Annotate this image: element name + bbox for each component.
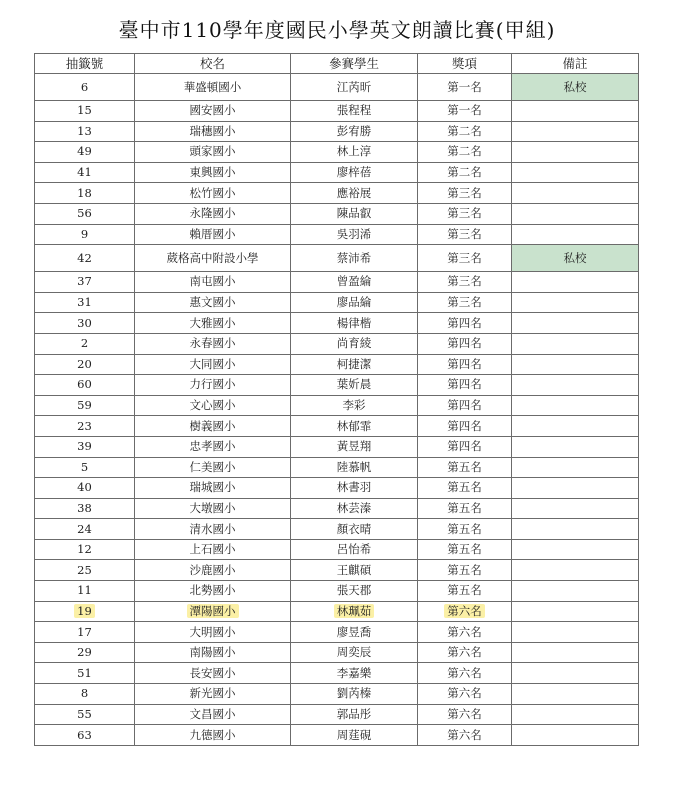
cell-school: 南屯國小 xyxy=(135,272,291,293)
cell-student: 張天郡 xyxy=(291,581,418,602)
cell-school: 瑞城國小 xyxy=(135,478,291,499)
cell-school: 北勢國小 xyxy=(135,581,291,602)
table-row xyxy=(35,183,639,204)
cell-school: 大明國小 xyxy=(135,622,291,643)
cell-school: 松竹國小 xyxy=(135,183,291,204)
results-table xyxy=(34,53,639,746)
cell-award: 第四名 xyxy=(418,436,512,457)
cell-draw-number: 9 xyxy=(35,224,135,245)
cell-school: 文昌國小 xyxy=(135,704,291,725)
cell-award: 第三名 xyxy=(418,292,512,313)
cell-draw-number: 24 xyxy=(35,519,135,540)
cell-note xyxy=(512,121,639,142)
cell-school: 忠孝國小 xyxy=(135,436,291,457)
cell-draw-number: 31 xyxy=(35,292,135,313)
cell-award: 第四名 xyxy=(418,333,512,354)
cell-award xyxy=(418,601,512,622)
cell-school: 東興國小 xyxy=(135,162,291,183)
cell-note xyxy=(512,601,639,622)
table-row xyxy=(35,539,639,560)
cell-note xyxy=(512,162,639,183)
cell-draw-number: 23 xyxy=(35,416,135,437)
table-row xyxy=(35,416,639,437)
cell-student: 黃昱翔 xyxy=(291,436,418,457)
cell-student xyxy=(291,601,418,622)
header-note: 備註 xyxy=(512,54,639,74)
cell-note xyxy=(512,416,639,437)
cell-award: 第三名 xyxy=(418,183,512,204)
cell-note xyxy=(512,292,639,313)
cell-student: 劉芮榛 xyxy=(291,684,418,705)
header-row xyxy=(35,54,639,74)
cell-student: 周奕辰 xyxy=(291,642,418,663)
table-row xyxy=(35,725,639,746)
table-row xyxy=(35,272,639,293)
cell-award: 第二名 xyxy=(418,142,512,163)
cell-award: 第四名 xyxy=(418,354,512,375)
cell-school: 惠文國小 xyxy=(135,292,291,313)
cell-student: 楊律楷 xyxy=(291,313,418,334)
results-body xyxy=(35,74,639,746)
cell-draw-number: 13 xyxy=(35,121,135,142)
cell-award: 第三名 xyxy=(418,272,512,293)
cell-student: 柯捷潔 xyxy=(291,354,418,375)
cell-award: 第四名 xyxy=(418,375,512,396)
cell-student: 林書羽 xyxy=(291,478,418,499)
table-row xyxy=(35,663,639,684)
cell-award: 第一名 xyxy=(418,74,512,101)
cell-note xyxy=(512,333,639,354)
cell-school: 瑞穗國小 xyxy=(135,121,291,142)
cell-award: 第五名 xyxy=(418,457,512,478)
cell-draw-number: 39 xyxy=(35,436,135,457)
cell-school: 清水國小 xyxy=(135,519,291,540)
table-row xyxy=(35,519,639,540)
cell-award: 第六名 xyxy=(418,684,512,705)
cell-draw-number xyxy=(35,601,135,622)
cell-draw-number: 6 xyxy=(35,74,135,101)
cell-school: 大雅國小 xyxy=(135,313,291,334)
table-row xyxy=(35,375,639,396)
cell-school: 九德國小 xyxy=(135,725,291,746)
cell-draw-number: 30 xyxy=(35,313,135,334)
cell-award: 第六名 xyxy=(418,663,512,684)
cell-award: 第五名 xyxy=(418,539,512,560)
cell-award: 第四名 xyxy=(418,395,512,416)
cell-school: 葳格高中附設小學 xyxy=(135,245,291,272)
cell-student: 張程程 xyxy=(291,101,418,122)
cell-school: 新光國小 xyxy=(135,684,291,705)
cell-award: 第二名 xyxy=(418,162,512,183)
table-row xyxy=(35,457,639,478)
cell-student: 廖昱喬 xyxy=(291,622,418,643)
cell-note xyxy=(512,684,639,705)
cell-award: 第四名 xyxy=(418,416,512,437)
cell-draw-number: 8 xyxy=(35,684,135,705)
table-row xyxy=(35,245,639,272)
table-row xyxy=(35,101,639,122)
table-row xyxy=(35,560,639,581)
cell-school: 大同國小 xyxy=(135,354,291,375)
header-draw-number: 抽籤號 xyxy=(35,54,135,74)
table-row xyxy=(35,121,639,142)
table-row xyxy=(35,292,639,313)
cell-school: 賴厝國小 xyxy=(135,224,291,245)
cell-note xyxy=(512,101,639,122)
cell-award: 第四名 xyxy=(418,313,512,334)
cell-draw-number: 17 xyxy=(35,622,135,643)
header-award: 獎項 xyxy=(418,54,512,74)
table-row xyxy=(35,354,639,375)
cell-award: 第五名 xyxy=(418,478,512,499)
cell-school: 華盛頓國小 xyxy=(135,74,291,101)
cell-student: 陳品叡 xyxy=(291,203,418,224)
cell-note xyxy=(512,519,639,540)
cell-school: 永春國小 xyxy=(135,333,291,354)
table-row xyxy=(35,224,639,245)
cell-award: 第三名 xyxy=(418,245,512,272)
cell-note xyxy=(512,183,639,204)
cell-draw-number: 2 xyxy=(35,333,135,354)
cell-draw-number: 40 xyxy=(35,478,135,499)
cell-draw-number: 63 xyxy=(35,725,135,746)
cell-award: 第五名 xyxy=(418,581,512,602)
cell-student: 蔡沛希 xyxy=(291,245,418,272)
cell-draw-number: 41 xyxy=(35,162,135,183)
cell-note xyxy=(512,203,639,224)
cell-draw-number: 29 xyxy=(35,642,135,663)
document-title: 臺中市110學年度國民小學英文朗讀比賽(甲組) xyxy=(118,18,556,42)
cell-note xyxy=(512,436,639,457)
cell-note xyxy=(512,272,639,293)
cell-school: 文心國小 xyxy=(135,395,291,416)
cell-draw-number: 5 xyxy=(35,457,135,478)
cell-note xyxy=(512,704,639,725)
cell-student: 葉妡晨 xyxy=(291,375,418,396)
cell-school: 上石國小 xyxy=(135,539,291,560)
cell-student: 陸慕帆 xyxy=(291,457,418,478)
cell-school: 南陽國小 xyxy=(135,642,291,663)
cell-student: 呂怡希 xyxy=(291,539,418,560)
cell-note xyxy=(512,224,639,245)
cell-draw-number: 38 xyxy=(35,498,135,519)
cell-note xyxy=(512,354,639,375)
cell-school: 樹義國小 xyxy=(135,416,291,437)
cell-school: 頭家國小 xyxy=(135,142,291,163)
cell-school: 國安國小 xyxy=(135,101,291,122)
cell-note: 私校 xyxy=(512,74,639,101)
cell-award: 第二名 xyxy=(418,121,512,142)
table-row xyxy=(35,704,639,725)
cell-student: 彭宥勝 xyxy=(291,121,418,142)
cell-note xyxy=(512,622,639,643)
cell-draw-number: 49 xyxy=(35,142,135,163)
cell-award: 第六名 xyxy=(418,642,512,663)
cell-award: 第六名 xyxy=(418,725,512,746)
table-row xyxy=(35,498,639,519)
cell-note xyxy=(512,498,639,519)
cell-note xyxy=(512,142,639,163)
cell-draw-number: 59 xyxy=(35,395,135,416)
cell-student: 廖品綸 xyxy=(291,292,418,313)
cell-student: 周莛硯 xyxy=(291,725,418,746)
cell-student: 顏衣晴 xyxy=(291,519,418,540)
highlighted-text: 林珮茹 xyxy=(334,604,375,618)
cell-draw-number: 56 xyxy=(35,203,135,224)
cell-draw-number: 18 xyxy=(35,183,135,204)
cell-award: 第六名 xyxy=(418,622,512,643)
table-row xyxy=(35,622,639,643)
cell-school: 仁美國小 xyxy=(135,457,291,478)
cell-draw-number: 42 xyxy=(35,245,135,272)
cell-note xyxy=(512,581,639,602)
cell-note xyxy=(512,375,639,396)
cell-award: 第五名 xyxy=(418,519,512,540)
table-row xyxy=(35,333,639,354)
cell-school: 力行國小 xyxy=(135,375,291,396)
cell-draw-number: 37 xyxy=(35,272,135,293)
cell-student: 林芸溱 xyxy=(291,498,418,519)
table-row xyxy=(35,581,639,602)
table-row xyxy=(35,601,639,622)
cell-draw-number: 25 xyxy=(35,560,135,581)
cell-award: 第三名 xyxy=(418,203,512,224)
cell-note xyxy=(512,395,639,416)
cell-student: 尚育綾 xyxy=(291,333,418,354)
cell-note xyxy=(512,725,639,746)
cell-student: 廖梓蓓 xyxy=(291,162,418,183)
table-row xyxy=(35,684,639,705)
cell-student: 曾盈綸 xyxy=(291,272,418,293)
cell-note xyxy=(512,642,639,663)
cell-school: 永隆國小 xyxy=(135,203,291,224)
cell-draw-number: 15 xyxy=(35,101,135,122)
table-row xyxy=(35,436,639,457)
cell-draw-number: 20 xyxy=(35,354,135,375)
cell-note xyxy=(512,478,639,499)
table-row xyxy=(35,203,639,224)
table-row xyxy=(35,142,639,163)
cell-draw-number: 12 xyxy=(35,539,135,560)
cell-school: 沙鹿國小 xyxy=(135,560,291,581)
cell-note xyxy=(512,313,639,334)
cell-student: 李嘉樂 xyxy=(291,663,418,684)
cell-note xyxy=(512,560,639,581)
header-school: 校名 xyxy=(135,54,291,74)
cell-award: 第五名 xyxy=(418,560,512,581)
cell-draw-number: 51 xyxy=(35,663,135,684)
cell-draw-number: 55 xyxy=(35,704,135,725)
cell-draw-number: 60 xyxy=(35,375,135,396)
cell-school xyxy=(135,601,291,622)
cell-note xyxy=(512,539,639,560)
cell-school: 長安國小 xyxy=(135,663,291,684)
cell-award: 第六名 xyxy=(418,704,512,725)
table-row xyxy=(35,478,639,499)
cell-draw-number: 11 xyxy=(35,581,135,602)
cell-award: 第三名 xyxy=(418,224,512,245)
highlighted-text: 第六名 xyxy=(444,604,485,618)
table-row xyxy=(35,74,639,101)
highlighted-text: 潭陽國小 xyxy=(187,604,239,618)
cell-student: 應裕展 xyxy=(291,183,418,204)
cell-student: 江芮昕 xyxy=(291,74,418,101)
cell-award: 第五名 xyxy=(418,498,512,519)
cell-student: 王麒碩 xyxy=(291,560,418,581)
cell-student: 林郁霏 xyxy=(291,416,418,437)
cell-student: 李彩 xyxy=(291,395,418,416)
table-row xyxy=(35,642,639,663)
cell-school: 大墩國小 xyxy=(135,498,291,519)
table-row xyxy=(35,395,639,416)
cell-student: 郭品彤 xyxy=(291,704,418,725)
cell-student: 林上淳 xyxy=(291,142,418,163)
cell-award: 第一名 xyxy=(418,101,512,122)
cell-note xyxy=(512,457,639,478)
cell-note xyxy=(512,663,639,684)
highlighted-text: 19 xyxy=(74,604,95,618)
cell-note: 私校 xyxy=(512,245,639,272)
header-student: 參賽學生 xyxy=(291,54,418,74)
table-row xyxy=(35,162,639,183)
cell-student: 吳羽浠 xyxy=(291,224,418,245)
table-row xyxy=(35,313,639,334)
